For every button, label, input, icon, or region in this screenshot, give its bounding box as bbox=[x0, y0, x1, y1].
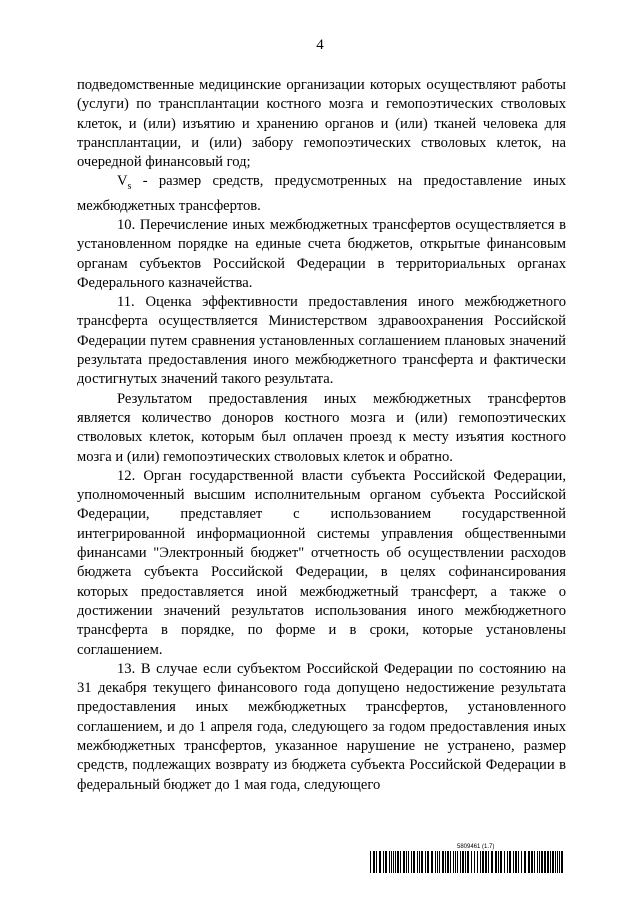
barcode-image bbox=[370, 851, 563, 873]
document-body bbox=[77, 76, 566, 795]
variable-subscript: s bbox=[127, 181, 132, 193]
variable-symbol: V bbox=[117, 173, 128, 190]
paragraph-continuation: подведомственные медицинские организации которых осуществляют работы (услуги) по трансплантации костного мозга и гемопоэтических стволовых клеток, и (или) изъятию и хранению органов и (или) тканей человека для трансплантации, и (или) забору гемопоэтических стволовых клеток, на очередной финансовый год; bbox=[77, 77, 566, 171]
paragraph-10: 10. Перечисление иных межбюджетных трансфертов осуществляется в установленном порядке на единые счета бюджетов, открытые финансовым органам субъектов Российской Федерации в территориальных органах Федерального казначейства. bbox=[77, 216, 566, 291]
paragraph-13: 13. В случае если субъектом Российской Федерации по состоянию на 31 декабря текущего финансового года допущено недостижение результата предоставления иных межбюджетных трансфертов, установленного соглашением, и до 1 апреля года, следующего за годом предоставления иных межбюджетных трансфертов, указанное нарушение не устранено, размер средств, подлежащих возврату из бюджета субъекта Российской Федерации в федеральный бюджет до 1 мая года, следующего bbox=[77, 660, 566, 793]
paragraph-11: 11. Оценка эффективности предоставления иного межбюджетного трансферта осуществляется Министерством здравоохранения Российской Федерации путем сравнения установленных соглашением плановых значений результата предоставления иного межбюджетного трансферта и фактически достигнутых значений такого результата. bbox=[77, 294, 566, 388]
paragraph-vs-definition bbox=[77, 172, 566, 216]
paragraph-12: 12. Орган государственной власти субъекта Российской Федерации, уполномоченный высшим исполнительным органом субъекта Российской Федерации, представляет с использованием государственной интегрированной информационной системы управления общественными финансами "Электронный бюджет" отчетность об осуществлении расходов бюджета субъекта Российской Федерации, в целях софинансирования которых предоставляется иной межбюджетный трансферт, а также о достижении значений результатов использования иного межбюджетного трансферта в порядке, по форме и в сроки, которые установлены соглашением. bbox=[77, 467, 566, 658]
page-number: 4 bbox=[316, 37, 324, 53]
paragraph-result: Результатом предоставления иных межбюджетных трансфертов является количество доноров костного мозга и (или) гемопоэтических стволовых клеток, которым был оплачен проезд к месту изъятия костного мозга и (или) гемопоэтических стволовых клеток и обратно. bbox=[77, 390, 566, 465]
document-code: 5809461 (1.7) bbox=[457, 844, 495, 850]
variable-definition: - размер средств, предусмотренных на предоставление иных межбюджетных трансфертов. bbox=[77, 173, 566, 214]
